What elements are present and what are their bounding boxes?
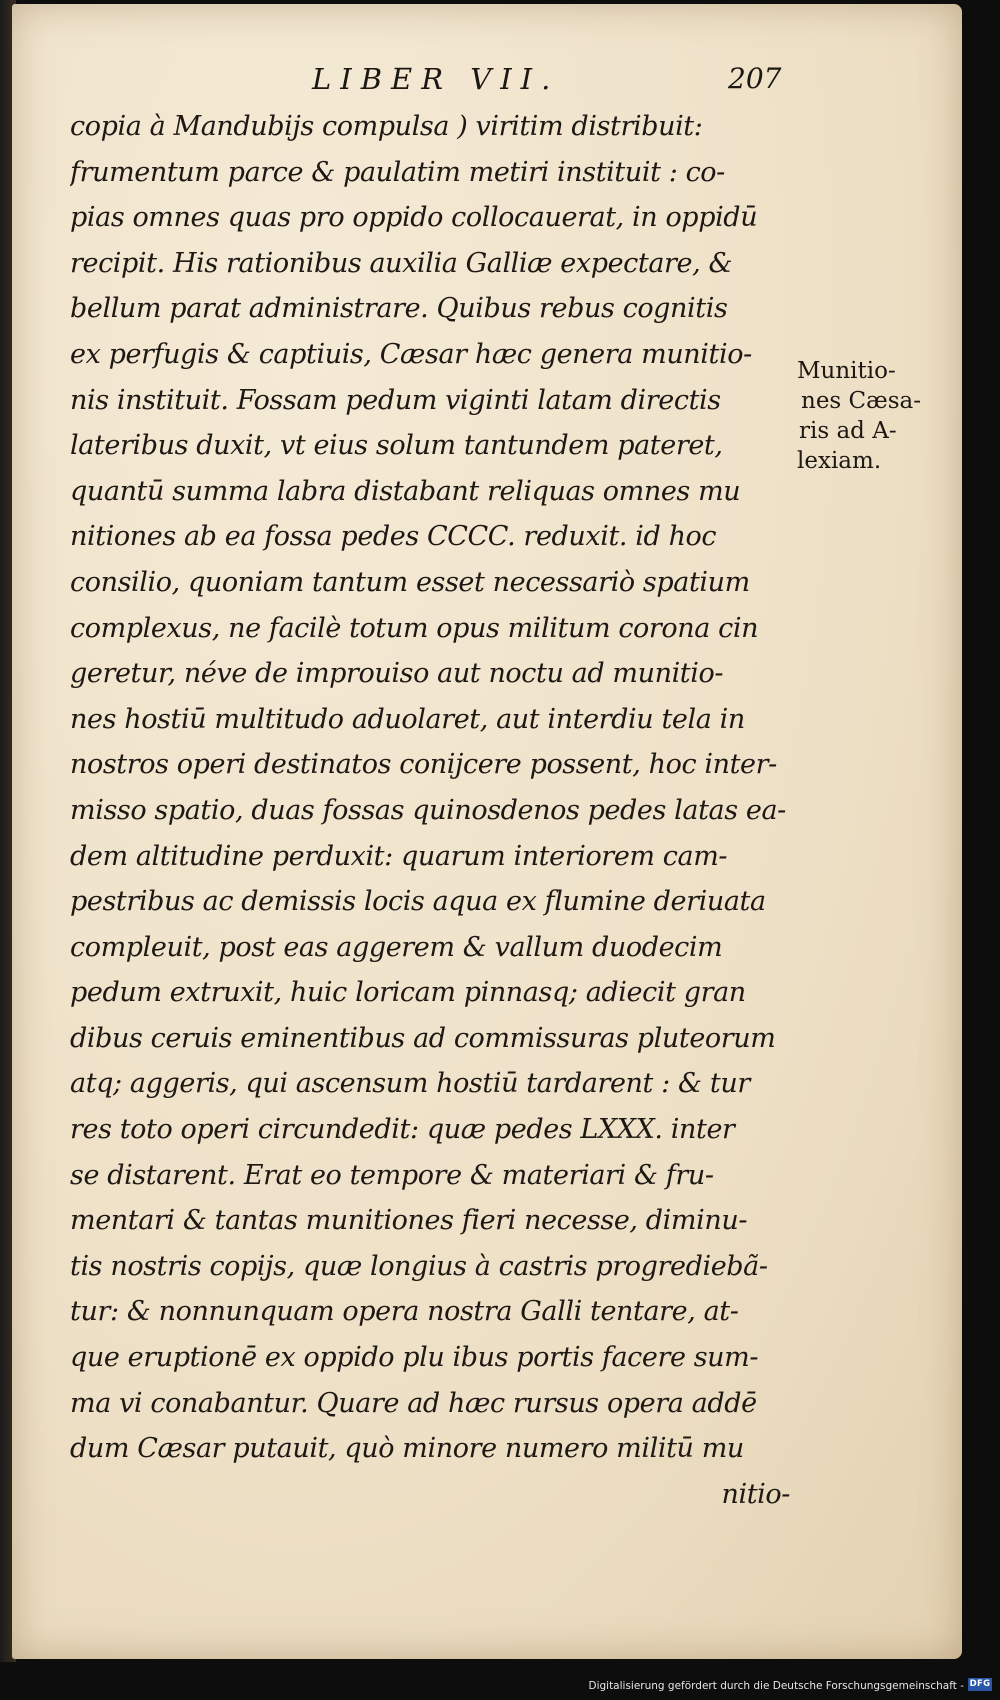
text-line: ex perfugis & captiuis, Cæsar hæc genera munitio-	[70, 338, 752, 370]
text-line: res toto operi circundedit: quæ pedes LXXX. inter	[70, 1114, 735, 1146]
text-line: dem altitudine perduxit: quarum interiorem cam-	[70, 840, 728, 872]
text-line: lateribus duxit, vt eius solum tantundem pateret,	[70, 430, 723, 462]
text-line: bellum parat administrare. Quibus rebus cognitis	[70, 293, 728, 325]
text-line: pestribus ac demissis locis aqua ex flumine deriuata	[70, 886, 766, 918]
book-page	[12, 4, 962, 1659]
text-line: nes hostiū multitudo aduolaret, aut interdiu tela in	[70, 703, 745, 735]
text-line: frumentum parce & paulatim metiri instituit : co-	[70, 156, 725, 188]
catchword: nitio-	[721, 1478, 790, 1510]
text-line: copia à Mandubijs compulsa ) viritim distribuit:	[70, 111, 703, 142]
text-line: tis nostris copijs, quæ longius à castris progrediebã-	[70, 1250, 768, 1282]
text-line: dibus ceruis eminentibus ad commissuras pluteorum	[70, 1022, 776, 1054]
digitization-credit: Digitalisierung gefördert durch die Deutsche Forschungsgemeinschaft -	[588, 1680, 964, 1692]
text-line: que eruptionē ex oppido plu ibus portis facere sum-	[70, 1342, 759, 1374]
dfg-logo: DFG	[969, 1679, 991, 1689]
margin-note-line: ris ad A-	[799, 418, 897, 444]
margin-note-line: nes Cæsa-	[801, 388, 922, 414]
text-line: nitiones ab ea fossa pedes CCCC. reduxit. id hoc	[70, 521, 717, 553]
margin-note-line: Munitio-	[797, 358, 896, 384]
margin-note	[797, 356, 947, 476]
text-line: ma vi conabantur. Quare ad hæc rursus opera addē	[70, 1387, 757, 1419]
text-line: geretur, néve de improuiso aut noctu ad munitio-	[70, 658, 724, 690]
text-line: quantū summa labra distabant reliquas omnes mu	[70, 475, 741, 507]
body-text	[70, 104, 800, 1517]
text-line: complexus, ne facilè totum opus militum corona cin	[70, 612, 759, 644]
text-line: tur: & nonnunquam opera nostra Galli tentare, at-	[70, 1296, 739, 1328]
running-head: LIBER VII.	[312, 62, 560, 96]
text-line: recipit. His rationibus auxilia Galliæ expectare, &	[70, 247, 733, 279]
text-line: nis instituit. Fossam pedum viginti latam directis	[70, 384, 721, 416]
text-line: consilio, quoniam tantum esset necessariò spatium	[70, 566, 750, 598]
text-line: atq; aggeris, qui ascensum hostiū tardarent : & tur	[70, 1068, 750, 1100]
margin-note-line: lexiam.	[797, 448, 882, 474]
text-line: mentari & tantas munitiones fieri necesse, diminu-	[70, 1205, 748, 1237]
page-number: 207	[728, 62, 782, 95]
text-line: misso spatio, duas fossas quinosdenos pedes latas ea-	[70, 794, 786, 826]
text-line: compleuit, post eas aggerem & vallum duodecim	[70, 931, 723, 963]
text-line: pedum extruxit, huic loricam pinnasq; adiecit gran	[70, 977, 746, 1009]
text-line: dum Cæsar putauit, quò minore numero militū mu	[70, 1433, 744, 1465]
page-header	[12, 62, 962, 102]
text-line: se distarent. Erat eo tempore & materiari & fru-	[70, 1159, 714, 1191]
text-line: pias omnes quas pro oppido collocauerat, in oppidū	[70, 202, 758, 234]
text-line: nostros operi destinatos conijcere possent, hoc inter-	[70, 749, 777, 781]
